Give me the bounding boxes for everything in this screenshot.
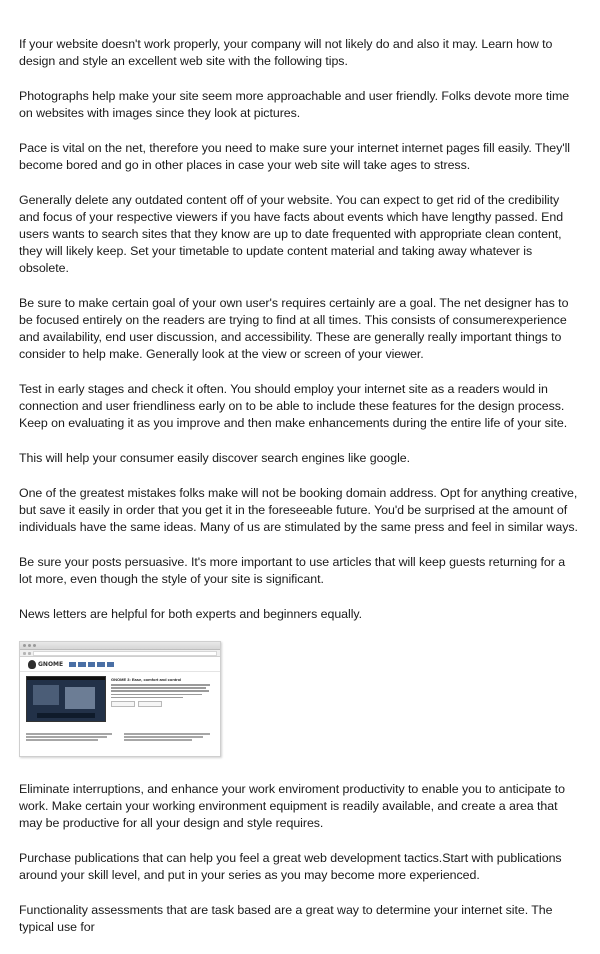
nav-item <box>78 662 85 667</box>
embedded-website-screenshot <box>19 641 223 759</box>
paragraph: Test in early stages and check it often. You should employ your internet site as a readers would in connection and user friendliness early on to be able to include these features for the design process. Keep on evaluating it as you improve and then make enhancements during the entire life of your site. <box>19 382 568 430</box>
site-logo <box>28 660 63 669</box>
text-line <box>26 739 98 741</box>
paragraph: Be sure your posts persuasive. It's more important to use articles that will keep guests returning for a lot more, even though the style of your site is significant. <box>19 555 566 586</box>
browser-titlebar <box>20 642 220 650</box>
paragraph: If your website doesn't work properly, your company will not likely do and also it may. Learn how to design and style an excellent web site with the following tips. <box>19 37 553 68</box>
gnome-foot-icon <box>28 660 36 669</box>
address-bar <box>33 651 217 656</box>
hero-button <box>111 701 135 707</box>
paragraph: Pace is vital on the net, therefore you need to make sure your internet internet pages fill easily. They'll become bored and go in other places in case your web site will take ages to stress. <box>19 141 571 172</box>
text-line <box>111 694 202 696</box>
site-hero <box>20 672 220 722</box>
paragraph: Purchase publications that can help you feel a great web development tactics.Start with publications around your skill level, and put in your series as you may become more experienced. <box>19 851 562 882</box>
site-footer-columns <box>20 722 220 757</box>
screenshot-frame <box>19 641 221 757</box>
hero-button <box>138 701 162 707</box>
desktop-window <box>33 685 59 705</box>
paragraph: One of the greatest mistakes folks make will not be booking domain address. Opt for anything creative, but save it easily in order that you get it in the foreseeable future. You'd be surprised at the amount of individuals have the same ideas. Many of us are stimulated by the same press and feel in similar ways. <box>19 486 578 534</box>
article-body <box>19 36 581 954</box>
nav-item <box>97 662 104 667</box>
paragraph: This will help your consumer easily discover search engines like google. <box>19 451 411 465</box>
forward-icon <box>28 652 31 655</box>
text-line <box>26 733 112 735</box>
paragraph: News letters are helpful for both experts and beginners equally. <box>19 607 363 621</box>
footer-column <box>26 727 116 757</box>
nav-item <box>88 662 95 667</box>
desktop-preview-image <box>26 676 106 722</box>
text-line <box>124 733 210 735</box>
text-line <box>26 736 107 738</box>
text-line <box>111 690 209 692</box>
hero-buttons <box>111 701 214 707</box>
text-line <box>111 687 206 689</box>
paragraph: Generally delete any outdated content off of your website. You can expect to get rid of the credibility and focus of your respective viewers if you have facts about events which have lengthy passed. End users wants to search sites that they know are up to date frequented with appropriate clean content, they will likely keep. Set your timetable to update content material and taking away whatever is obsolete. <box>19 193 564 275</box>
desktop-top-panel <box>27 677 105 680</box>
window-control-icon <box>33 644 36 647</box>
hero-headline: GNOME 3: Ease, comfort and control <box>111 677 182 682</box>
nav-item <box>107 662 114 667</box>
window-control-icon <box>23 644 26 647</box>
nav-item <box>69 662 76 667</box>
text-line <box>111 697 183 699</box>
footer-heading <box>124 727 214 731</box>
footer-column <box>124 727 214 757</box>
paragraph: Eliminate interruptions, and enhance your work enviroment productivity to enable you to anticipate to work. Make certain your working environment equipment is readily available, and create a area that may be productive for all your design and style requires. <box>19 782 565 830</box>
window-control-icon <box>28 644 31 647</box>
hero-text <box>111 676 214 722</box>
site-nav <box>69 662 114 667</box>
footer-heading <box>26 727 116 731</box>
back-icon <box>23 652 26 655</box>
text-line <box>111 684 210 686</box>
paragraph: Photographs help make your site seem more approachable and user friendly. Folks devote more time on websites with images since they look at pictures. <box>19 89 570 120</box>
paragraph: Functionality assessments that are task based are a great way to determine your internet site. The typical use for <box>19 903 553 934</box>
desktop-window <box>65 687 95 709</box>
text-line <box>124 736 203 738</box>
logo-text: GNOME <box>38 660 64 668</box>
text-line <box>124 739 192 741</box>
site-header <box>20 657 220 672</box>
desktop-dock <box>37 713 95 718</box>
paragraph: Be sure to make certain goal of your own user's requires certainly are a goal. The net designer has to be focused entirely on the readers are trying to find at all times. This consists of consumerexperience and availability, end user discussion, and accessibility. These are generally really important things to consider to help make. Generally look at the view or screen of your viewer. <box>19 296 569 361</box>
browser-urlbar <box>20 650 220 657</box>
